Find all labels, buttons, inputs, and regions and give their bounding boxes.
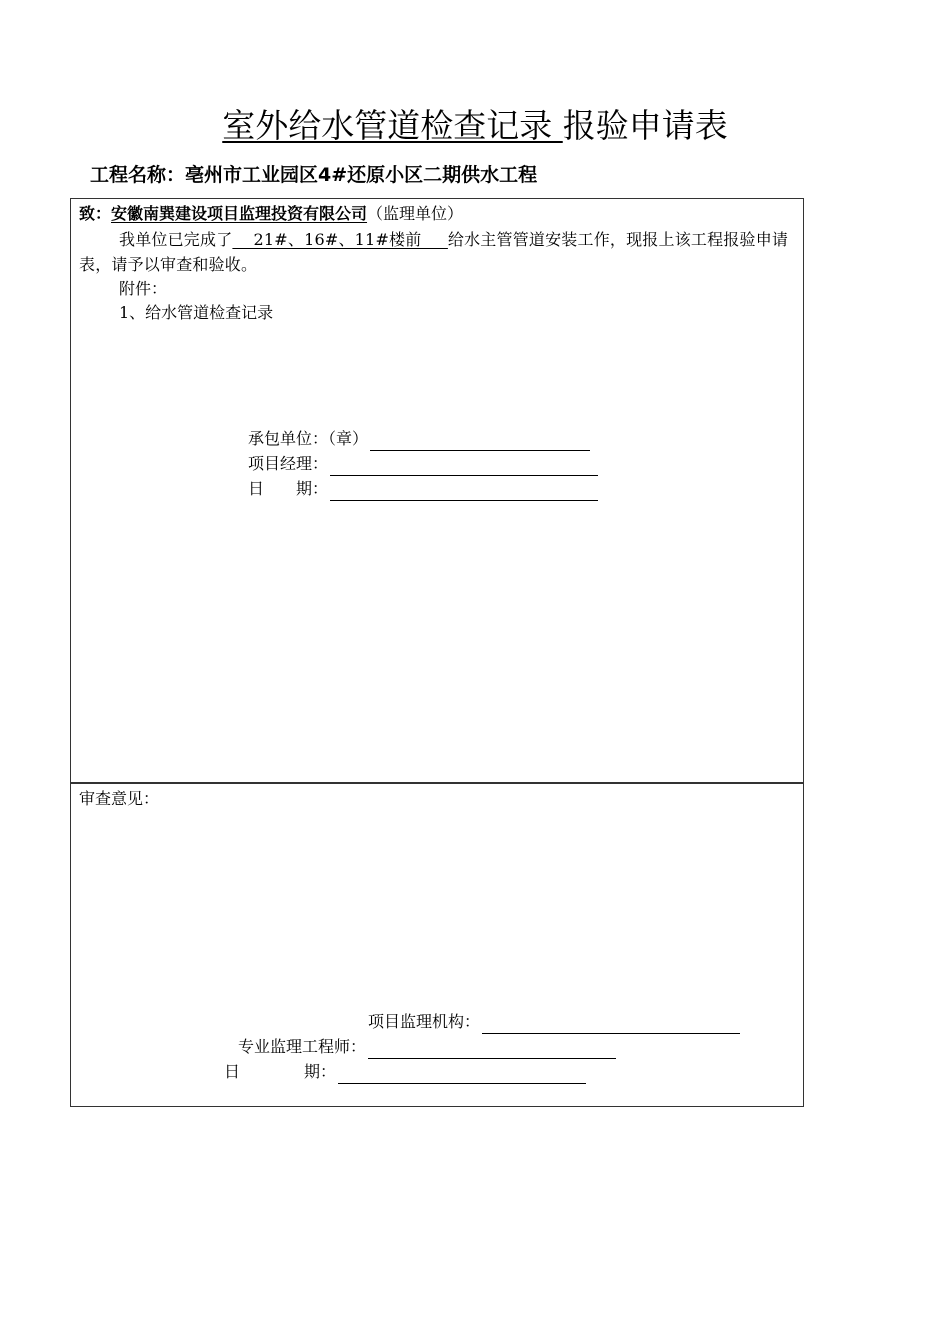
review-date-blank[interactable] bbox=[338, 1065, 586, 1084]
application-body bbox=[79, 227, 797, 277]
contractor-blank[interactable] bbox=[370, 432, 590, 451]
body-suffix: 给水主管管道安装工作，现报上该工程报验申请表，请予以审查和验收。 bbox=[79, 230, 789, 274]
attachment-item: 1、给水管道检查记录 bbox=[119, 303, 274, 322]
form-title bbox=[0, 104, 950, 148]
review-date-label: 日 期： bbox=[224, 1062, 337, 1081]
project-label: 工程名称： bbox=[90, 164, 186, 186]
manager-label: 项目经理： bbox=[248, 454, 329, 473]
manager-blank[interactable] bbox=[330, 457, 598, 476]
date-line bbox=[248, 477, 598, 501]
contractor-line bbox=[248, 427, 590, 451]
body-prefix: 我单位已完成了 bbox=[119, 230, 233, 249]
addressee-prefix: 致： bbox=[79, 204, 112, 223]
title-rest: 报验申请表 bbox=[562, 106, 728, 145]
review-label: 审查意见： bbox=[79, 789, 160, 808]
engineer-line bbox=[238, 1035, 616, 1059]
date-label: 日 期： bbox=[248, 479, 329, 498]
engineer-blank[interactable] bbox=[368, 1040, 616, 1059]
attachment-label: 附件： bbox=[119, 279, 168, 298]
manager-line bbox=[248, 452, 598, 476]
engineer-label: 专业监理工程师： bbox=[238, 1037, 367, 1056]
title-underlined: 室外给水管道检查记录 bbox=[222, 106, 563, 145]
addressee-line bbox=[79, 202, 463, 226]
contractor-label: 承包单位：（章） bbox=[248, 429, 369, 448]
addressee-company: 安徽南巽建设项目监理投资有限公司 bbox=[111, 204, 368, 223]
body-underlined-buildings: 21#、16#、11#楼前 bbox=[232, 230, 448, 249]
date-blank[interactable] bbox=[330, 482, 598, 501]
review-date-line bbox=[224, 1060, 586, 1084]
supervision-org-blank[interactable] bbox=[482, 1015, 740, 1034]
supervision-org-label: 项目监理机构： bbox=[368, 1012, 481, 1031]
project-name-line bbox=[90, 160, 537, 190]
project-name: 亳州市工业园区4#还原小区二期供水工程 bbox=[185, 164, 538, 186]
application-section bbox=[70, 198, 804, 784]
addressee-suffix: （监理单位） bbox=[367, 204, 464, 223]
supervision-org-line bbox=[368, 1010, 740, 1034]
review-section bbox=[70, 782, 804, 1107]
